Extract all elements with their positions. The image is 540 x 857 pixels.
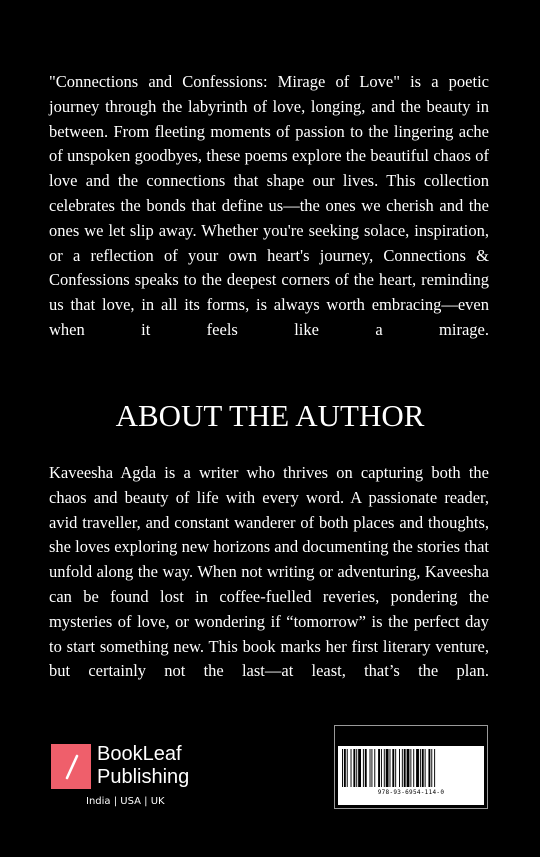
barcode-bar [344, 749, 346, 787]
barcode-bar [356, 749, 357, 787]
barcode-bar [363, 749, 364, 787]
barcode-bar [420, 749, 421, 787]
isbn-number: 978-93-6954-114-0 [377, 789, 445, 796]
publisher-mark [51, 744, 91, 789]
barcode-bar [365, 749, 367, 787]
slash-logo-icon [62, 754, 82, 780]
barcode-bar [410, 749, 411, 787]
barcode-bar [347, 749, 348, 787]
barcode-bar [416, 749, 419, 787]
publisher-name-line1: BookLeaf [97, 743, 182, 765]
book-blurb: "Connections and Confessions: Mirage of Love" is a poetic journey through the labyrinth of love, longing, and the beauty in between. From fleeting moments of passion to the lingering ache of unspoken goodbyes, these poems explore the beautiful chaos of love and the connections that shape our lives. This collection celebrates the bonds that define us—the ones we cherish and the ones we let slip away. Whether you're seeking solace, inspiration, or a reflection of your own heart's journey, Connections & Confessions speaks to the deepest corners of the heart, reminding us that love, in all its forms, is always worth embracing—even when it feels like a mirage. [49, 72, 489, 339]
author-bio: Kaveesha Agda is a writer who thrives on capturing both the chaos and beauty of life with every word. A passionate reader, avid traveller, and constant wanderer of both places and thoughts, she loves exploring new horizons and documenting the stories that unfold along the way. When not writing or adventuring, Kaveesha can be found lost in coffee-fuelled reveries, pondering the mysteries of love, or wondering if “tomorrow” is the perfect day to start something new. This book marks her first literary venture, but certainly not the last—at least, that’s the plan. [49, 463, 489, 681]
barcode-bar [431, 749, 432, 787]
barcode-bar [370, 749, 371, 787]
barcode-bar [404, 749, 406, 787]
barcode-bar [390, 749, 391, 787]
barcode-bar [378, 749, 380, 787]
barcode-bar [392, 749, 394, 787]
barcode-bar [428, 749, 430, 787]
barcode-box [334, 725, 488, 809]
barcode-bar [425, 749, 426, 787]
publisher-logo [51, 744, 211, 814]
barcode-bar [381, 749, 382, 787]
barcode-bar [402, 749, 403, 787]
barcode-bar [342, 749, 343, 787]
barcode-bar [358, 749, 361, 787]
publisher-name-line2: Publishing [97, 766, 190, 788]
barcode-bar [407, 749, 410, 787]
barcode-panel [338, 746, 484, 805]
barcode-bar [351, 749, 352, 787]
barcode-icon [341, 749, 481, 787]
barcode-bar [386, 749, 389, 787]
about-author-heading: ABOUT THE AUTHOR [115, 398, 425, 433]
barcode-bar [371, 749, 372, 787]
barcode-bar [384, 749, 385, 787]
barcode-bar [374, 749, 375, 787]
barcode-bar [434, 749, 435, 787]
publisher-name [97, 743, 189, 789]
publisher-regions: India | USA | UK [86, 796, 165, 807]
barcode-bar [413, 749, 414, 787]
barcode-bar [422, 749, 424, 787]
barcode-bar [399, 749, 400, 787]
barcode-bar [353, 749, 355, 787]
barcode-bar [395, 749, 396, 787]
